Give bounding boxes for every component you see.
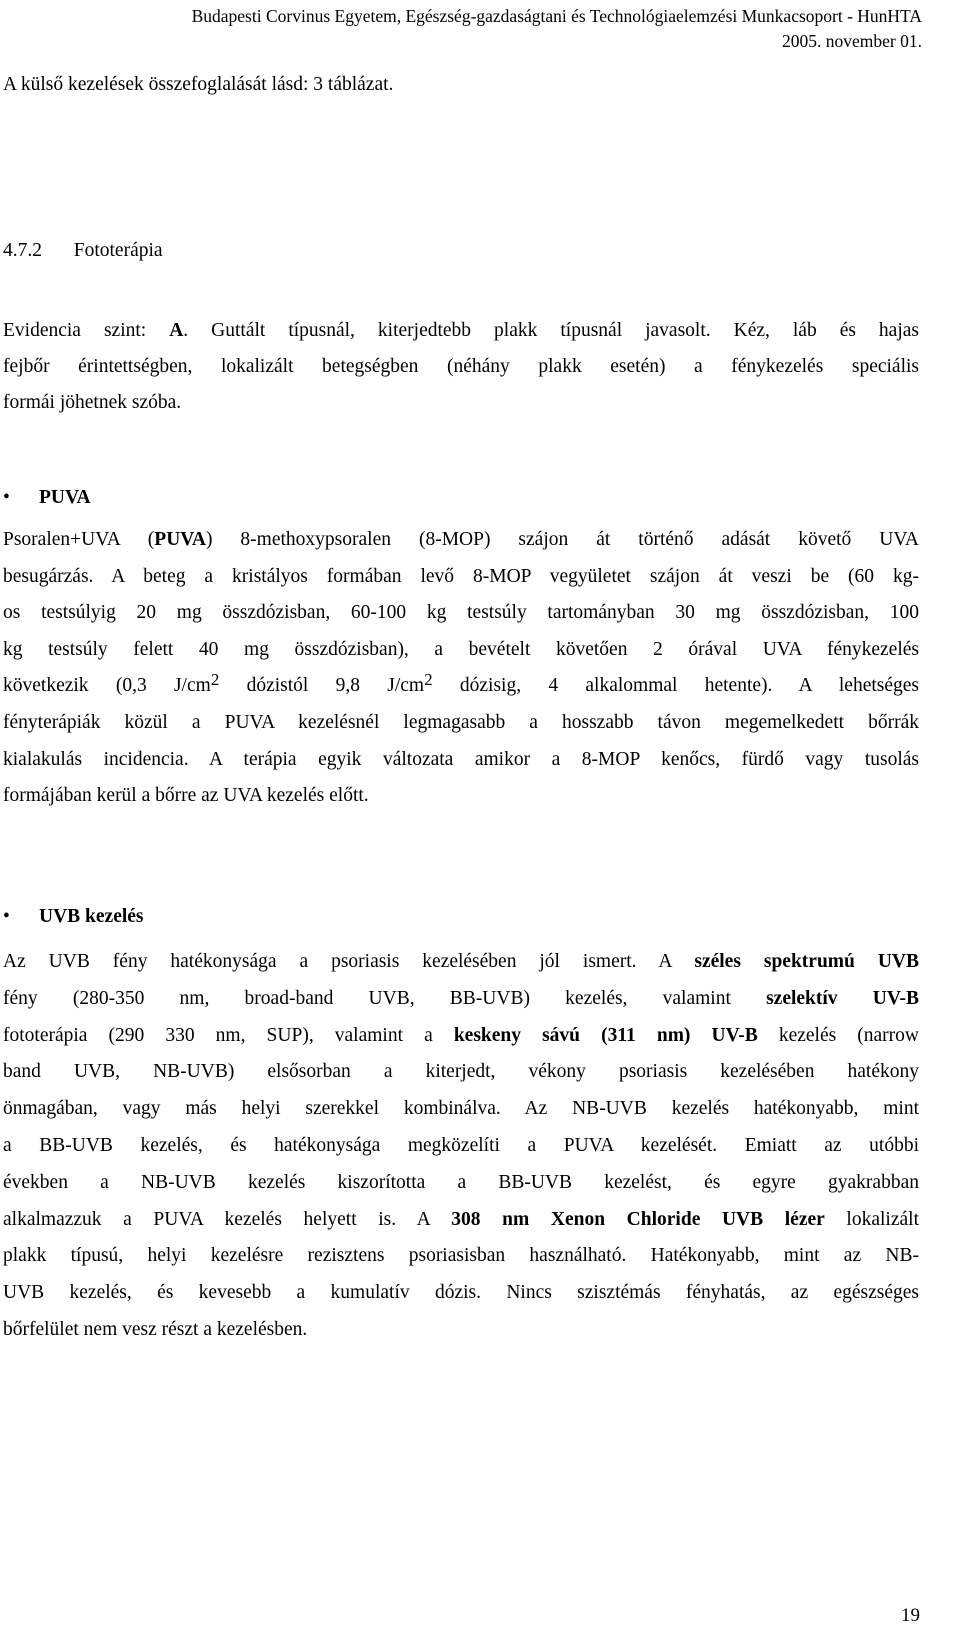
text-run: ) 8-methoxypsoralen (8-MOP) szájon át történő adását követő UVA [205, 529, 919, 550]
bullet-icon: • [3, 487, 10, 508]
bullet-icon: • [3, 906, 10, 927]
uvb-paragraph [3, 944, 919, 1349]
paragraph-line: formájában kerül a bőrre az UVA kezelés előtt. [3, 785, 369, 807]
evidence-paragraph [3, 313, 919, 421]
intro-paragraph: A külső kezelések összefoglalását lásd: 3 táblázat. [3, 74, 394, 95]
paragraph-line: plakk típusú, helyi kezelésre rezisztens psoriasisban használható. Hatékonyabb, mint az NB- [3, 1245, 919, 1267]
paragraph-line: UVB kezelés, és kevesebb a kumulatív dózis. Nincs szisztémás fényhatás, az egészséges [3, 1282, 919, 1304]
evidence-line: fejbőr érintettségben, lokalizált betegségben (néhány plakk esetén) a fénykezelés speciális [3, 356, 919, 377]
text-run: Psoralen+UVA ( [3, 529, 155, 550]
paragraph-line: a BB-UVB kezelés, és hatékonysága megközelíti a PUVA kezelését. Emiatt az utóbbi [3, 1134, 919, 1156]
evidence-text: . Guttált típusnál, kiterjedtebb plakk típusnál javasolt. Kéz, láb és hajas [183, 320, 919, 341]
text-bold: szelektív UV-B [766, 987, 919, 1009]
text-run: fény (280-350 nm, broad-band UVB, BB-UVB) kezelés, valamint [3, 987, 767, 1009]
uvb-title: UVB kezelés [39, 906, 144, 927]
puva-paragraph [3, 522, 919, 815]
evidence-label: Evidencia szint: [3, 320, 170, 341]
paragraph-line: kialakulás incidencia. A terápia egyik változata amikor a 8-MOP kenőcs, fürdő vagy tusolás [3, 748, 919, 770]
paragraph-line: években a NB-UVB kezelés kiszorította a BB-UVB kezelést, és egyre gyakrabban [3, 1171, 919, 1193]
header-institution: Budapesti Corvinus Egyetem, Egészség-gazdaságtani és Technológiaelemzési Munkacsoport - HunHTA [191, 6, 922, 26]
paragraph-line: önmagában, vagy más helyi szerekkel kombinálva. Az NB-UVB kezelés hatékonyabb, mint [3, 1098, 919, 1120]
puva-heading [3, 487, 91, 509]
text-run: dózisig, 4 alkalommal hetente). A lehetséges [432, 675, 920, 697]
text-run: következik (0,3 J/cm [3, 675, 211, 697]
text-run: kezelés (narrow [757, 1024, 919, 1046]
text-run: fototerápia (290 330 nm, SUP), valamint a [3, 1024, 454, 1046]
superscript: 2 [210, 670, 220, 690]
paragraph-line: fényterápiák közül a PUVA kezelésnél legmagasabb a hosszabb távon megemelkedett bőrrák [3, 711, 919, 733]
text-run: alkalmazzuk a PUVA kezelés helyett is. A [3, 1208, 452, 1230]
superscript: 2 [424, 670, 433, 690]
paragraph-line: os testsúlyig 20 mg összdózisban, 60-100 kg testsúly tartományban 30 mg összdózisban, 100 [3, 602, 919, 624]
section-heading [3, 240, 163, 262]
text-bold: széles spektrumú UVB [694, 951, 919, 972]
page-header [22, 4, 922, 54]
paragraph-line: besugárzás. A beteg a kristályos formában levő 8-MOP vegyületet szájon át veszi be (60 kg- [3, 565, 919, 587]
section-title: Fototerápia [73, 240, 163, 261]
text-run: dózistól 9,8 J/cm [219, 675, 425, 697]
section-number: 4.7.2 [3, 240, 42, 261]
paragraph-line: kg testsúly felett 40 mg összdózisban), a bevételt követően 2 órával UVA fénykezelés [3, 638, 919, 660]
page-number: 19 [901, 1605, 920, 1626]
text-bold: 308 nm Xenon Chloride UVB lézer [451, 1208, 825, 1230]
header-date: 2005. november 01. [782, 31, 922, 51]
text-bold: keskeny sávú (311 nm) UV-B [453, 1024, 758, 1046]
text-run: lokalizált [824, 1208, 919, 1230]
text-run: Az UVB fény hatékonysága a psoriasis kezelésében jól ismert. A [3, 951, 695, 972]
evidence-level: A [169, 320, 184, 341]
paragraph-line: band UVB, NB-UVB) elsősorban a kiterjedt, vékony psoriasis kezelésében hatékony [3, 1061, 919, 1083]
uvb-heading [3, 906, 144, 928]
paragraph-line: bőrfelület nem vesz részt a kezelésben. [3, 1318, 308, 1340]
text-bold: PUVA [154, 529, 206, 550]
puva-title: PUVA [39, 487, 91, 508]
evidence-line: formái jöhetnek szóba. [3, 392, 182, 413]
